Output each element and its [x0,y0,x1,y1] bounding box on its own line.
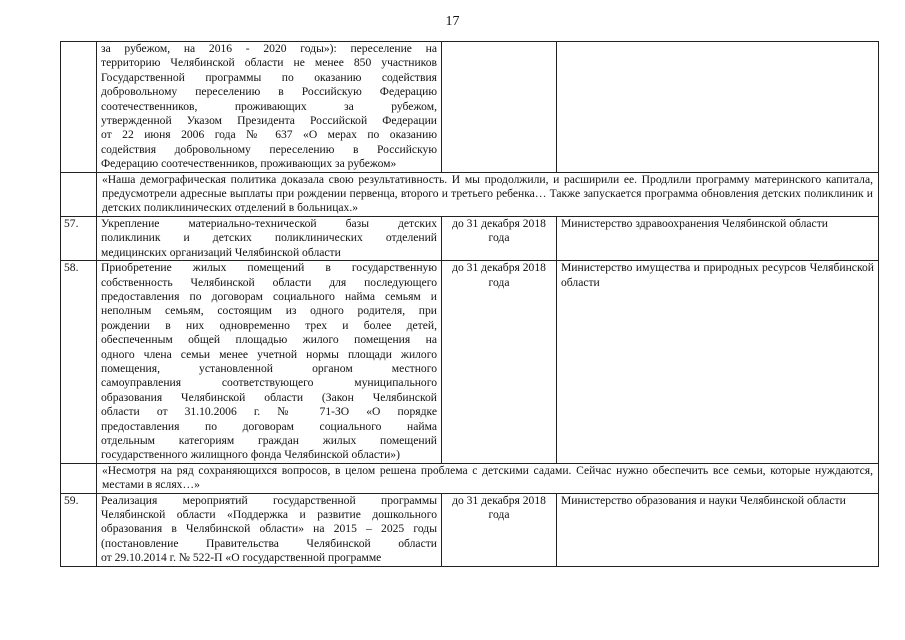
description-line: утвержденной Указом Президента Российской Федерации [101,114,437,128]
quote-text: «Наша демографическая политика доказала свою результативность. И мы продолжили, и расширили ее. Продлили программу материнского капитала, предусмотрели адресные выплаты при рождении первенца, второго и третьего ребенка… Также запускается программа обновления детских поликлиник и детских поликлинических отделений в больницах.» [97,172,879,216]
item-description [97,216,442,260]
table-row [61,216,879,260]
table-row [61,261,879,464]
deadline: до 31 декабря 2018 года [442,261,557,464]
item-description [97,261,442,464]
description-line: территорию Челябинской области не менее 850 участников [101,56,437,70]
description-line: Государственной программы по оказанию содействия [101,70,437,84]
description-line: поликлиник и детских поликлинических отделений [101,231,437,245]
description-line: от 29.10.2014 г. № 522-П «О государственной программе [101,551,382,565]
item-number: 58. [61,261,97,464]
description-line: предоставления по договорам социального найма семьям и [101,289,437,303]
description-line: за рубежом, на 2016 - 2020 годы»): переселение на [101,42,437,55]
description-line: Приобретение жилых помещений в государственную [101,261,437,275]
description-line: (постановление Правительства Челябинской области [101,536,437,550]
responsible-agency: Министерство имущества и природных ресурсов Челябинской области [557,261,879,464]
quote-row [61,172,879,216]
description-line: Федерацию соотечественников, проживающих за рубежом» [101,157,397,171]
description-line: самоуправления соответствующего муниципального [101,376,437,390]
number-cell [61,463,97,493]
responsible-agency [557,42,879,173]
item-number [61,42,97,173]
description-line: содействия добровольному переселению в Российскую [101,142,437,156]
item-description [97,42,442,173]
deadline: до 31 декабря 2018 года [442,493,557,566]
description-line: медицинских организаций Челябинской области [101,245,341,259]
quote-text: «Несмотря на ряд сохраняющихся вопросов, в целом решена проблема с детскими садами. Сейчас нужно обеспечить все семьи, которые нуждаются, местами в яслях…» [97,463,879,493]
description-line: помещения, установленной органом местного [101,361,437,375]
responsible-agency: Министерство образования и науки Челябинской области [557,493,879,566]
item-number: 57. [61,216,97,260]
table-row [61,493,879,566]
description-line: предоставления по договорам социального найма [101,419,437,433]
description-line: государственного жилищного фонда Челябинской области») [101,448,400,462]
responsible-agency: Министерство здравоохранения Челябинской области [557,216,879,260]
description-line: образования Челябинской области (Закон Челябинской [101,390,437,404]
description-line: соотечественников, проживающих за рубежом, [101,99,437,113]
page-number: 17 [445,14,460,29]
description-line: образования в Челябинской области» на 2015 – 2025 годы [101,522,437,536]
description-line: Укрепление материально-технической базы детских [101,216,437,230]
description-line: одного члена семьи менее учетной нормы площади жилого [101,347,437,361]
description-line: от 22 июня 2006 года № 637 «О мерах по оказанию [101,128,437,142]
description-line: отдельным категориям граждан жилых помещений [101,433,437,447]
number-cell [61,172,97,216]
description-line: неполным семьям, состоящим из одного родителя, при [101,304,437,318]
description-line: собственность Челябинской области для последующего [101,275,437,289]
description-line: области от 31.10.2006 г. № 71-ЗО «О порядке [101,405,437,419]
item-description [97,493,442,566]
description-line: обеспеченным общей площадью жилого помещения на [101,333,437,347]
measures-table [60,41,879,567]
description-line: рождении в них одновременно трех и более детей, [101,318,437,332]
deadline [442,42,557,173]
description-line: Реализация мероприятий государственной программы [101,493,437,507]
table-row [61,42,879,173]
item-number: 59. [61,493,97,566]
deadline: до 31 декабря 2018 года [442,216,557,260]
quote-row [61,463,879,493]
description-line: Челябинской области «Поддержка и развитие дошкольного [101,508,437,521]
description-line: добровольному переселению в Российскую Федерацию [101,85,437,99]
